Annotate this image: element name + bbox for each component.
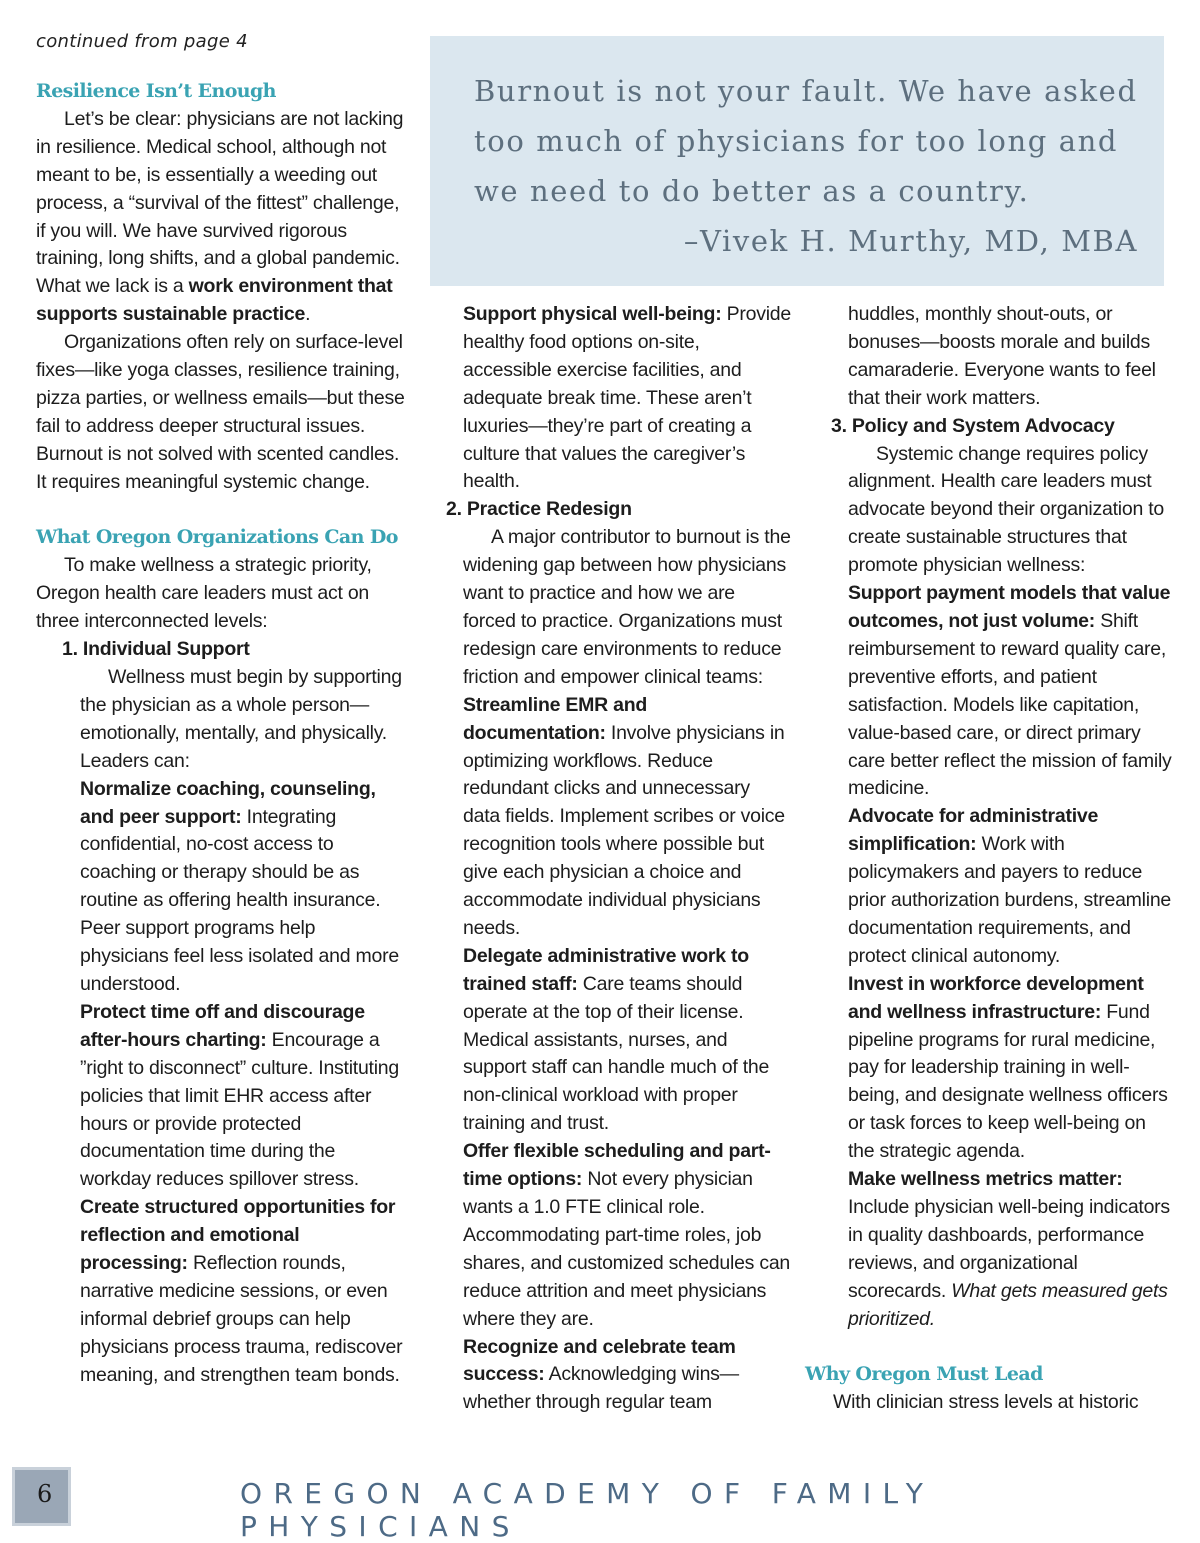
list-heading-individual-support: 1. Individual Support	[62, 638, 250, 661]
item-streamline-emr: Streamline EMR and documentation: Involve physicians in optimizing workflows. Reduce redundant clicks and unnecessary data fields. Implement scribes or voice recognition tools where possible but give each physician a choice and accommodate individual physicians needs.	[463, 693, 785, 939]
paragraph-practice-gap: A major contributor to burnout is the widening gap between how physicians want to practice and how we are forced to practice. Organizations must redesign care environments to reduce friction and empower clinical teams:	[463, 526, 791, 688]
item-admin-simplification: Advocate for administrative simplification: Work with policymakers and payers to reduce prior authorization burdens, streamline documentation requirements, and protect clinical autonomy.	[848, 805, 1172, 967]
heading-what-oregon: What Oregon Organizations Can Do	[36, 526, 398, 549]
item-celebrate-success-cont: huddles, monthly shout-outs, or bonuses—boosts morale and builds camaraderie. Everyone wants to feel that their work matters.	[848, 303, 1156, 409]
footer-organization: OREGON ACADEMY OF FAMILY PHYSICIANS	[240, 1477, 935, 1543]
item-payment-models: Support payment models that value outcomes, not just volume: Shift reimbursement to reward quality care, preventive efforts, and patient satisfaction. Models like capitation, value-based care, or direct primary care better reflect the mission of family medicine.	[848, 582, 1172, 800]
heading-why-oregon: Why Oregon Must Lead	[805, 1363, 1043, 1386]
column-2	[446, 301, 791, 1417]
column-1	[36, 78, 408, 1390]
pull-quote	[430, 36, 1164, 286]
item-wellness-metrics: Make wellness metrics matter: Include physician well-being indicators in quality dashboards, performance reviews, and organizational scorecards. What gets measured gets prioritized.	[848, 1168, 1170, 1330]
item-delegate-admin: Delegate administrative work to trained staff: Care teams should operate at the top of their license. Medical assistants, nurses, and support staff can handle much of the non-clinical workload with proper training and trust.	[463, 944, 770, 1135]
column-3	[805, 301, 1173, 1417]
item-flexible-scheduling: Offer flexible scheduling and part-time options: Not every physician wants a 1.0 FTE clinical role. Accommodating part-time roles, job shares, and customized schedules can reduce attrition and meet physicians where they are.	[463, 1140, 791, 1330]
continued-note: continued from page 4	[36, 31, 248, 52]
paragraph-resilience: Let’s be clear: physicians are not lacking in resilience. Medical school, although not meant to be, is essentially a weeding out process, a “survival of the fittest” challenge, if you will. We have survived rigorous training, long shifts, and a global pandemic. What we lack is a work environment that supports sustainable practice.	[36, 107, 404, 326]
item-time-off: Protect time off and discourage after-hours charting: Encourage a ”right to disconnect” culture. Instituting policies that limit EHR access after hours or provide protected documentation time during the workday reduces spillover stress.	[80, 1000, 399, 1191]
paragraph-surface-fixes: Organizations often rely on surface-level fixes—like yoga classes, resilience training, pizza parties, or wellness emails—but these fail to address deeper structural issues. Burnout is not solved with scented candles. It requires meaningful systemic change.	[36, 331, 405, 493]
item-workforce-development: Invest in workforce development and wellness infrastructure: Fund pipeline programs for rural medicine, pay for leadership training in well-being, and designate wellness officers or task forces to keep well-being on the strategic agenda.	[848, 972, 1168, 1163]
item-coaching: Normalize coaching, counseling, and peer support: Integrating confidential, no-cost access to coaching or therapy should be as routine as offering health insurance. Peer support programs help physicians feel less isolated and more understood.	[80, 777, 399, 995]
paragraph-strategic-priority: To make wellness a strategic priority, Oregon health care leaders must act on three interconnected levels:	[36, 554, 372, 633]
quote-text: Burnout is not your fault. We have asked too much of physicians for too long and we need to do better as a country.	[474, 74, 1138, 208]
paragraph-why-oregon: With clinician stress levels at historic	[833, 1391, 1139, 1414]
item-reflection: Create structured opportunities for reflection and emotional processing: Reflection rounds, narrative medicine sessions, or even informal debrief groups can help physicians process trauma, rediscover meaning, and strengthen team bonds.	[80, 1196, 403, 1386]
item-physical-wellbeing: Support physical well-being: Provide healthy food options on-site, accessible exercise facilities, and adequate break time. These aren’t luxuries—they’re part of creating a culture that values the caregiver’s health.	[463, 303, 791, 493]
page-number: 6	[12, 1467, 71, 1526]
paragraph-whole-person: Wellness must begin by supporting the physician as a whole person—emotionally, mentally, and physically. Leaders can:	[80, 666, 402, 772]
list-heading-practice-redesign: 2. Practice Redesign	[446, 498, 632, 521]
paragraph-policy-alignment: Systemic change requires policy alignment. Health care leaders must advocate beyond their organization to create sustainable structures that promote physician wellness:	[848, 442, 1164, 577]
item-celebrate-success: Recognize and celebrate team success: Acknowledging wins—whether through regular team	[463, 1335, 739, 1414]
quote-attribution: –Vivek H. Murthy, MD, MBA	[683, 224, 1138, 258]
heading-resilience: Resilience Isn’t Enough	[36, 80, 276, 102]
individual-support-section	[36, 664, 408, 1390]
list-heading-policy-advocacy: 3. Policy and System Advocacy	[831, 414, 1115, 437]
